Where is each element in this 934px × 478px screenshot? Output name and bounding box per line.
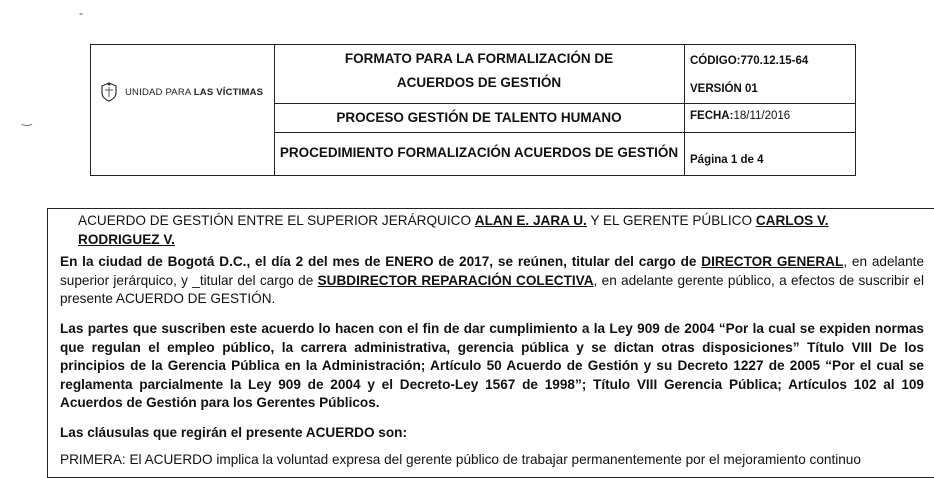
paragraph-legal-basis: Las partes que suscriben este acuerdo lo hacen con el fin de dar cumplimiento a la Ley 909 de 2004 “Por la cual se expiden normas que regulan el empleo público, la carrera administrativa, gerencia pública y se dictan otras disposiciones” Título VIII De los principios de la Gerencia Pública en la Administración; Artículo 50 Acuerdo de Gestión y su Decreto 1227 de 2005 “Por el cual se reglamenta parcialmente la Ley 909 de 2004 y el Decreto-Ley 1567 de 1998”; Título VIII Gerencia Pública; Artículos 102 al 109 Acuerdos de Gestión para los Gerentes Públicos. <box>60 321 924 411</box>
document-header-table <box>90 44 856 176</box>
agreement-body <box>47 208 934 478</box>
title-cell <box>274 45 685 175</box>
divider <box>274 132 684 133</box>
divider <box>684 103 855 104</box>
page-number: Página 1 de 4 <box>690 154 764 166</box>
title-line-2-row <box>274 71 684 95</box>
logo-cell <box>91 45 275 175</box>
process-row <box>274 104 684 132</box>
metadata-cell <box>684 45 855 175</box>
logo-text: UNIDAD PARA LAS VÍCTIMAS <box>125 86 264 98</box>
coat-of-arms-icon <box>99 81 119 103</box>
divider <box>684 132 855 133</box>
title-line-1: FORMATO PARA LA FORMALIZACIÓN DE <box>344 51 614 66</box>
agreement-title: ACUERDO DE GESTIÓN ENTRE EL SUPERIOR JERÁRQUICO ALAN E. JARA U. Y EL GERENTE PÚBLICO CARLOS V. RODRIGUEZ V. <box>78 213 829 247</box>
paragraph-clauses-intro: Las cláusulas que regirán el presente ACUERDO son: <box>60 425 407 440</box>
scan-mark-top: - <box>79 6 83 20</box>
title-line-2: ACUERDOS DE GESTIÓN <box>396 75 562 90</box>
cargo-director: DIRECTOR GENERAL <box>701 254 844 269</box>
gerente-name: CARLOS V. RODRIGUEZ V. <box>78 213 829 247</box>
cargo-subdirector: SUBDIRECTOR REPARACIÓN COLECTIVA <box>317 272 594 288</box>
document-version: VERSIÓN 01 <box>690 83 758 95</box>
logo <box>99 81 263 103</box>
procedure-row <box>274 141 684 165</box>
scan-mark-left: ‿ <box>22 112 32 126</box>
superior-name: ALAN E. JARA U. <box>474 213 587 228</box>
paragraph-first-clause: PRIMERA: El ACUERDO implica la voluntad expresa del gerente público de trabajar permanentemente por el mejoramiento continuo <box>60 452 861 467</box>
procedure-name: PROCEDIMIENTO FORMALIZACIÓN ACUERDOS DE GESTIÓN <box>279 145 679 160</box>
paragraph-intro: En la ciudad de Bogotá D.C., el día 2 del mes de ENERO de 2017, se reúnen, titular del cargo de DIRECTOR GENERAL, en adelante superior jerárquico, y _titular del cargo de SUBDIRECTOR REPARACIÓN COLECTIVA, en adelante gerente público, a efectos de suscribir el presente ACUERDO DE GESTIÓN. <box>60 254 925 307</box>
document-date: FECHA:18/11/2016 <box>690 110 791 122</box>
process-name: PROCESO GESTIÓN DE TALENTO HUMANO <box>336 110 622 125</box>
document-code: CÓDIGO:770.12.15-64 <box>690 55 809 67</box>
